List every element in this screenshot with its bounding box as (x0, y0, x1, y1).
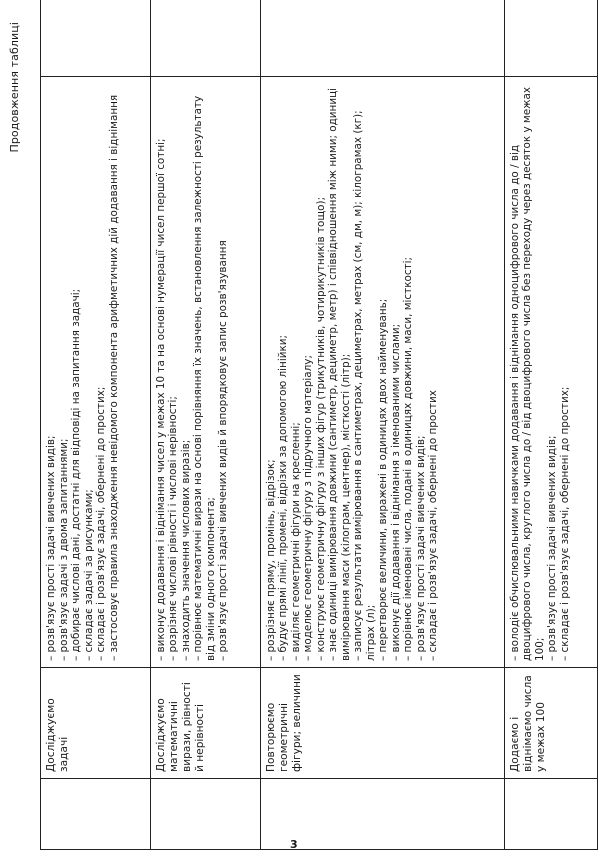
empty-cell (150, 0, 260, 77)
activity-item: – розв'язує прості задачі вивчених видів; (414, 435, 427, 661)
activity-item: – добирає числові дані, достатні для відповіді на запитання задачі; (70, 288, 82, 661)
activity-item: – складає і розв'язує задачі, обернені до простих; (558, 386, 571, 661)
table-row (41, 0, 151, 850)
table-row (504, 0, 597, 850)
table-row (260, 0, 504, 850)
empty-cell (504, 779, 597, 850)
page-number: 3 (290, 838, 298, 851)
activity-item: – складає і розв'язує задачі, обернені до простих; (95, 386, 107, 661)
activity-item: – виділяє геометричні фігури на кресленні; (289, 422, 302, 661)
empty-cell (504, 0, 597, 77)
activity-item: – перетворює величини, виражені в одиницях двох найменувань; (377, 298, 390, 661)
activities-cell (260, 77, 504, 668)
activity-item: – володіє обчислювальними навичками додавання і віднімання одноцифрового числа до / від двоцифрового числа, круглого числа до / від двоцифрового числа без переходу через десяток у межах 100; (508, 86, 546, 661)
table-body (41, 0, 598, 850)
activity-item: – складає і розв'язує задачі, обернені до простих (427, 390, 440, 661)
activity-item: – виконує додавання і віднімання чисел у межах 10 та на основі нумерації чисел першої сотні; (154, 138, 167, 661)
lesson-plan-table (40, 0, 598, 850)
activities-list (509, 83, 572, 661)
activity-item: – складає задачі за рисунками; (82, 489, 95, 661)
activity-item: – розв'язує прості задачі вивчених видів; (546, 435, 559, 661)
empty-cell (41, 0, 151, 77)
activity-item: – будує прямі лінії, промені, відрізки за допомогою лінійки; (277, 334, 290, 661)
activities-cell (504, 77, 597, 668)
empty-cell (150, 779, 260, 850)
activity-item: – розв'язує задачі з двома запитаннями; (57, 438, 70, 661)
activity-item: – розв'язує прості задачі вивчених видів; (45, 435, 57, 661)
activity-item: – моделює геометричну фігуру з підручного матеріалу; (302, 355, 315, 661)
table-row (150, 0, 260, 850)
activity-item: – конструює геометричну фігуру з інших фігур (трикутників, чотирикутників тощо); (314, 196, 327, 661)
topic-cell: Додаємо і віднімаємо числа у межах 100 (504, 668, 597, 779)
activity-item: – застосовує правила знаходження невідомого компонента арифметичних дій додавання і віднімання (107, 94, 120, 661)
activity-item: – порівнює математичні вирази на основі порівняння їх значень, встановлення залежності результату від зміни одного компонента; (192, 95, 217, 661)
empty-cell (41, 779, 151, 850)
activity-item: – розрізняє пряму, промінь, відрізок; (264, 459, 277, 661)
topic-cell: Повторюємо геометричні фігури; величини (260, 668, 504, 779)
table-continuation-label: Продовження таблиці (8, 22, 21, 153)
topic-cell: Досліджуємо задачі (41, 668, 151, 779)
activities-cell (41, 77, 151, 668)
activities-list (155, 83, 230, 661)
empty-cell (260, 0, 504, 77)
activity-item: – записує результати вимірювання в сантиметрах, дециметрах, метрах (см, дм, м); кілограмах (кг); літрах (л); (352, 110, 377, 661)
activity-item: – розрізняє числові рівності і числові нерівності; (167, 396, 180, 661)
topic-cell: Досліджуємо математичні вирази, рівності й нерівності (150, 668, 260, 779)
activity-item: – знаходить значення числових виразів; (179, 439, 192, 661)
activity-item: – порівнює іменовані числа, подані в одиницях довжини, маси, місткості; (402, 257, 415, 661)
activity-item: – розв'язує прості задачі вивчених видів й впорядковує запис розв'язування (217, 240, 230, 661)
activity-item: – знає одиниці вимірювання довжини (сантиметр, дециметр, метр) і співвідношення між ними; одиниці вимірювання маси (кілограм, центнер), місткості (літр); (327, 87, 352, 661)
activities-list (265, 83, 440, 661)
activities-list (45, 83, 120, 661)
activities-cell (150, 77, 260, 668)
activity-item: – виконує дії додавання і віднімання з іменованими числами; (389, 323, 402, 661)
